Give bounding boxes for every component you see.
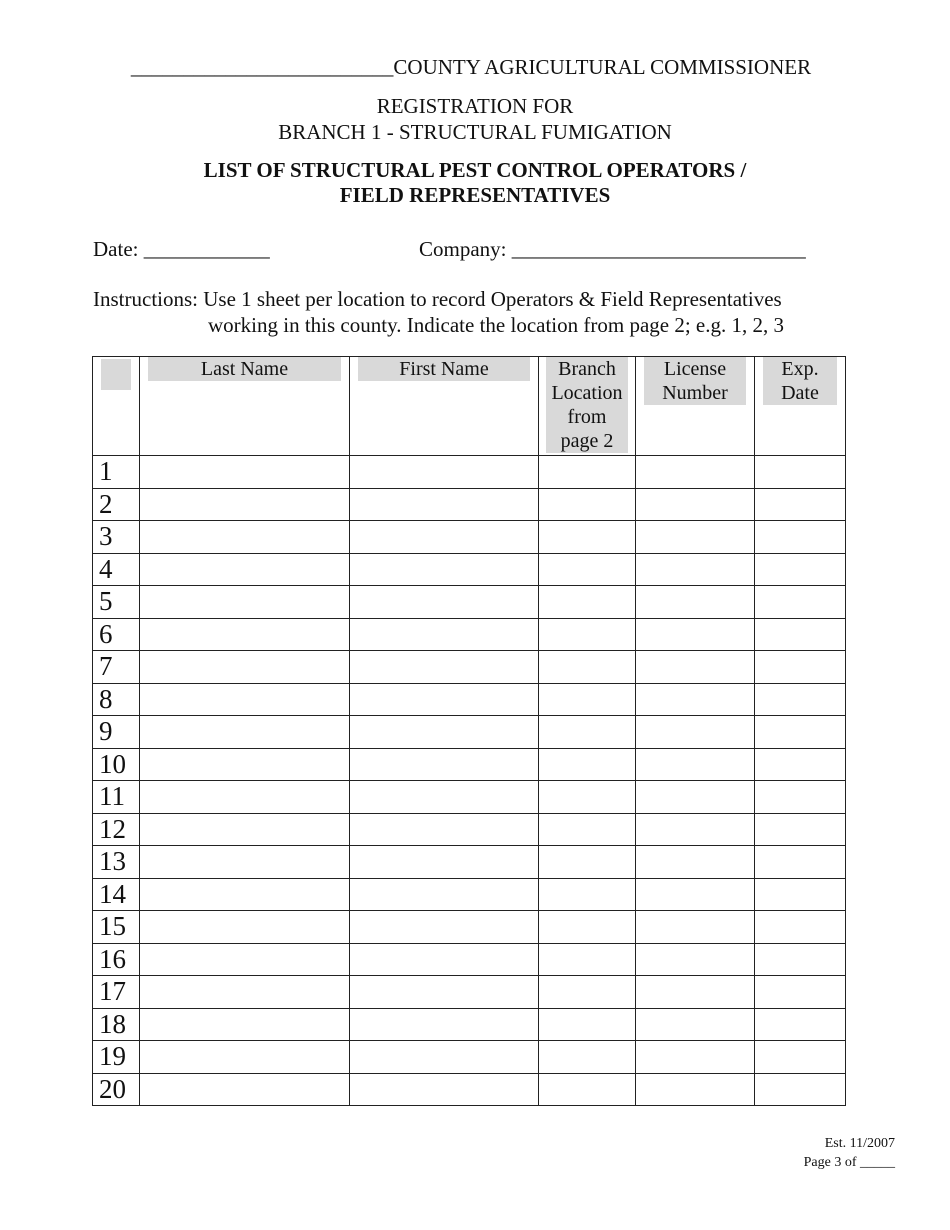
first-name-cell[interactable] bbox=[350, 813, 539, 846]
license-number-cell[interactable] bbox=[636, 1008, 755, 1041]
branch-location-cell[interactable] bbox=[539, 846, 636, 879]
table-row bbox=[93, 781, 846, 814]
row-number-cell bbox=[93, 781, 140, 814]
row-number: 9 bbox=[99, 716, 113, 746]
row-number: 5 bbox=[99, 586, 113, 616]
row-number-cell bbox=[93, 943, 140, 976]
row-number: 1 bbox=[99, 456, 113, 486]
last-name-cell[interactable] bbox=[140, 683, 350, 716]
branch-location-cell[interactable] bbox=[539, 488, 636, 521]
license-number-cell[interactable] bbox=[636, 976, 755, 1009]
branch-location-cell[interactable] bbox=[539, 976, 636, 1009]
table-row bbox=[93, 488, 846, 521]
row-number: 6 bbox=[99, 618, 113, 649]
branch-header-line: from bbox=[567, 406, 607, 428]
table-row bbox=[93, 716, 846, 749]
first-name-cell[interactable] bbox=[350, 456, 539, 489]
table-row bbox=[93, 553, 846, 586]
form-title-line-1: LIST OF STRUCTURAL PEST CONTROL OPERATORS / bbox=[203, 158, 747, 182]
last-name-cell[interactable] bbox=[140, 1041, 350, 1074]
branch-location-cell[interactable] bbox=[539, 716, 636, 749]
last-name-cell[interactable] bbox=[140, 846, 350, 879]
license-number-header-label bbox=[644, 357, 746, 405]
branch-location-cell[interactable] bbox=[539, 586, 636, 619]
first-name-cell[interactable] bbox=[350, 553, 539, 586]
row-number: 15 bbox=[99, 911, 126, 941]
first-name-cell[interactable] bbox=[350, 878, 539, 911]
first-name-header-label: First Name bbox=[358, 357, 530, 381]
branch-location-cell[interactable] bbox=[539, 456, 636, 489]
first-name-cell[interactable] bbox=[350, 976, 539, 1009]
last-name-cell[interactable] bbox=[140, 586, 350, 619]
exp-date-cell[interactable] bbox=[755, 1041, 846, 1074]
table-row bbox=[93, 748, 846, 781]
last-name-header-label: Last Name bbox=[148, 357, 341, 381]
row-number: 11 bbox=[99, 781, 125, 811]
branch-location-cell[interactable] bbox=[539, 748, 636, 781]
table-row bbox=[93, 1008, 846, 1041]
branch-location-cell[interactable] bbox=[539, 1008, 636, 1041]
license-number-cell[interactable] bbox=[636, 683, 755, 716]
last-name-cell[interactable] bbox=[140, 781, 350, 814]
first-name-cell[interactable] bbox=[350, 586, 539, 619]
row-number: 18 bbox=[99, 1008, 126, 1039]
row-number-cell bbox=[93, 1041, 140, 1074]
row-number: 12 bbox=[99, 813, 126, 844]
license-number-cell[interactable] bbox=[636, 878, 755, 911]
first-name-cell[interactable] bbox=[350, 781, 539, 814]
first-name-cell[interactable] bbox=[350, 1008, 539, 1041]
license-number-cell[interactable] bbox=[636, 651, 755, 684]
last-name-cell[interactable] bbox=[140, 878, 350, 911]
form-title-line-2: FIELD REPRESENTATIVES bbox=[339, 183, 611, 207]
branch-location-cell[interactable] bbox=[539, 521, 636, 554]
license-number-cell[interactable] bbox=[636, 586, 755, 619]
last-name-cell[interactable] bbox=[140, 943, 350, 976]
exp-date-cell[interactable] bbox=[755, 488, 846, 521]
branch-location-header-label bbox=[546, 357, 628, 453]
table-header-row bbox=[93, 357, 846, 456]
county-commissioner-line: _________________________COUNTY AGRICULTURAL COMMISSIONER bbox=[130, 55, 812, 79]
exp-date-header-label bbox=[763, 357, 837, 405]
row-number: 16 bbox=[99, 943, 126, 974]
row-number-cell bbox=[93, 618, 140, 651]
instructions-line-1: Instructions: Use 1 sheet per location to record Operators & Field Representatives bbox=[93, 287, 782, 311]
last-name-cell[interactable] bbox=[140, 976, 350, 1009]
exp-header-line: Date bbox=[781, 382, 819, 404]
exp-date-cell[interactable] bbox=[755, 1008, 846, 1041]
exp-date-cell[interactable] bbox=[755, 846, 846, 879]
license-number-cell[interactable] bbox=[636, 911, 755, 944]
row-number-cell bbox=[93, 716, 140, 749]
exp-date-cell[interactable] bbox=[755, 651, 846, 684]
license-number-cell[interactable] bbox=[636, 846, 755, 879]
page-number: Page 3 of _____ bbox=[803, 1155, 895, 1170]
branch-location-cell[interactable] bbox=[539, 813, 636, 846]
branch-location-cell[interactable] bbox=[539, 878, 636, 911]
license-number-cell[interactable] bbox=[636, 1073, 755, 1106]
row-number-cell bbox=[93, 813, 140, 846]
table-row bbox=[93, 521, 846, 554]
exp-header-line: Exp. bbox=[781, 358, 819, 380]
row-number-cell bbox=[93, 911, 140, 944]
first-name-cell[interactable] bbox=[350, 846, 539, 879]
header-exp-date bbox=[755, 357, 846, 456]
established-date: Est. 11/2007 bbox=[824, 1136, 895, 1151]
table-row bbox=[93, 586, 846, 619]
exp-date-cell[interactable] bbox=[755, 553, 846, 586]
row-number: 4 bbox=[99, 553, 113, 584]
first-name-cell[interactable] bbox=[350, 1041, 539, 1074]
exp-date-cell[interactable] bbox=[755, 1073, 846, 1106]
row-number-cell bbox=[93, 488, 140, 521]
exp-date-cell[interactable] bbox=[755, 878, 846, 911]
row-number: 7 bbox=[99, 651, 113, 681]
license-number-cell[interactable] bbox=[636, 813, 755, 846]
license-number-cell[interactable] bbox=[636, 716, 755, 749]
license-number-cell[interactable] bbox=[636, 748, 755, 781]
license-header-line: License bbox=[663, 358, 727, 380]
first-name-cell[interactable] bbox=[350, 911, 539, 944]
last-name-cell[interactable] bbox=[140, 911, 350, 944]
license-number-cell[interactable] bbox=[636, 488, 755, 521]
last-name-cell[interactable] bbox=[140, 813, 350, 846]
row-number: 20 bbox=[99, 1073, 126, 1104]
last-name-cell[interactable] bbox=[140, 716, 350, 749]
branch-location-cell[interactable] bbox=[539, 683, 636, 716]
row-number-cell bbox=[93, 1008, 140, 1041]
last-name-cell[interactable] bbox=[140, 748, 350, 781]
first-name-cell[interactable] bbox=[350, 1073, 539, 1106]
exp-date-cell[interactable] bbox=[755, 586, 846, 619]
table-row bbox=[93, 683, 846, 716]
branch-header-line: Branch bbox=[558, 358, 616, 380]
exp-date-cell[interactable] bbox=[755, 683, 846, 716]
row-number-cell bbox=[93, 748, 140, 781]
last-name-cell[interactable] bbox=[140, 488, 350, 521]
branch-location-cell[interactable] bbox=[539, 553, 636, 586]
operators-table bbox=[92, 356, 846, 1106]
first-name-cell[interactable] bbox=[350, 943, 539, 976]
license-header-line: Number bbox=[662, 382, 728, 404]
exp-date-cell[interactable] bbox=[755, 943, 846, 976]
last-name-cell[interactable] bbox=[140, 1008, 350, 1041]
row-number: 13 bbox=[99, 846, 126, 876]
row-number-cell bbox=[93, 456, 140, 489]
table-row bbox=[93, 1041, 846, 1074]
table-row bbox=[93, 813, 846, 846]
row-number: 14 bbox=[99, 878, 126, 909]
last-name-cell[interactable] bbox=[140, 618, 350, 651]
exp-date-cell[interactable] bbox=[755, 911, 846, 944]
license-number-cell[interactable] bbox=[636, 618, 755, 651]
header-number-cell bbox=[93, 357, 140, 456]
table-row bbox=[93, 878, 846, 911]
row-number-cell bbox=[93, 976, 140, 1009]
first-name-cell[interactable] bbox=[350, 488, 539, 521]
exp-date-cell[interactable] bbox=[755, 748, 846, 781]
license-number-cell[interactable] bbox=[636, 456, 755, 489]
row-number-cell bbox=[93, 846, 140, 879]
header-last-name bbox=[140, 357, 350, 456]
table-row bbox=[93, 651, 846, 684]
table-row bbox=[93, 1073, 846, 1106]
exp-date-cell[interactable] bbox=[755, 716, 846, 749]
license-number-cell[interactable] bbox=[636, 943, 755, 976]
branch-location-cell[interactable] bbox=[539, 1073, 636, 1106]
row-number-cell bbox=[93, 553, 140, 586]
row-number-cell bbox=[93, 683, 140, 716]
branch-location-cell[interactable] bbox=[539, 651, 636, 684]
table-row bbox=[93, 618, 846, 651]
first-name-cell[interactable] bbox=[350, 521, 539, 554]
instructions-line-2: working in this county. Indicate the location from page 2; e.g. 1, 2, 3 bbox=[208, 313, 785, 337]
last-name-cell[interactable] bbox=[140, 1073, 350, 1106]
exp-date-cell[interactable] bbox=[755, 521, 846, 554]
number-header-shade bbox=[101, 359, 131, 390]
exp-date-cell[interactable] bbox=[755, 456, 846, 489]
exp-date-cell[interactable] bbox=[755, 781, 846, 814]
first-name-cell[interactable] bbox=[350, 748, 539, 781]
license-number-cell[interactable] bbox=[636, 521, 755, 554]
table-row bbox=[93, 943, 846, 976]
company-field[interactable]: Company: ____________________________ bbox=[419, 237, 806, 261]
row-number: 10 bbox=[99, 748, 126, 779]
registration-line-2: BRANCH 1 - STRUCTURAL FUMIGATION bbox=[278, 120, 672, 144]
row-number-cell bbox=[93, 878, 140, 911]
row-number: 3 bbox=[99, 521, 113, 551]
header-branch-location bbox=[539, 357, 636, 456]
branch-location-cell[interactable] bbox=[539, 1041, 636, 1074]
registration-line-1: REGISTRATION FOR bbox=[376, 94, 574, 118]
row-number: 17 bbox=[99, 976, 126, 1006]
branch-location-cell[interactable] bbox=[539, 943, 636, 976]
license-number-cell[interactable] bbox=[636, 781, 755, 814]
last-name-cell[interactable] bbox=[140, 651, 350, 684]
exp-date-cell[interactable] bbox=[755, 618, 846, 651]
table-row bbox=[93, 911, 846, 944]
first-name-cell[interactable] bbox=[350, 618, 539, 651]
row-number: 19 bbox=[99, 1041, 126, 1071]
first-name-cell[interactable] bbox=[350, 716, 539, 749]
branch-location-cell[interactable] bbox=[539, 911, 636, 944]
header-license-number bbox=[636, 357, 755, 456]
table-row bbox=[93, 846, 846, 879]
exp-date-cell[interactable] bbox=[755, 976, 846, 1009]
first-name-cell[interactable] bbox=[350, 651, 539, 684]
branch-header-line: page 2 bbox=[560, 430, 614, 452]
row-number-cell bbox=[93, 1073, 140, 1106]
row-number: 2 bbox=[99, 488, 113, 519]
last-name-cell[interactable] bbox=[140, 456, 350, 489]
header-first-name bbox=[350, 357, 539, 456]
row-number-cell bbox=[93, 521, 140, 554]
last-name-cell[interactable] bbox=[140, 553, 350, 586]
branch-location-cell[interactable] bbox=[539, 781, 636, 814]
table-row bbox=[93, 976, 846, 1009]
branch-header-line: Location bbox=[551, 382, 623, 404]
license-number-cell[interactable] bbox=[636, 553, 755, 586]
branch-location-cell[interactable] bbox=[539, 618, 636, 651]
last-name-cell[interactable] bbox=[140, 521, 350, 554]
row-number: 8 bbox=[99, 683, 113, 714]
table-row bbox=[93, 456, 846, 489]
date-field[interactable]: Date: ____________ bbox=[93, 237, 270, 261]
first-name-cell[interactable] bbox=[350, 683, 539, 716]
row-number-cell bbox=[93, 651, 140, 684]
row-number-cell bbox=[93, 586, 140, 619]
exp-date-cell[interactable] bbox=[755, 813, 846, 846]
license-number-cell[interactable] bbox=[636, 1041, 755, 1074]
